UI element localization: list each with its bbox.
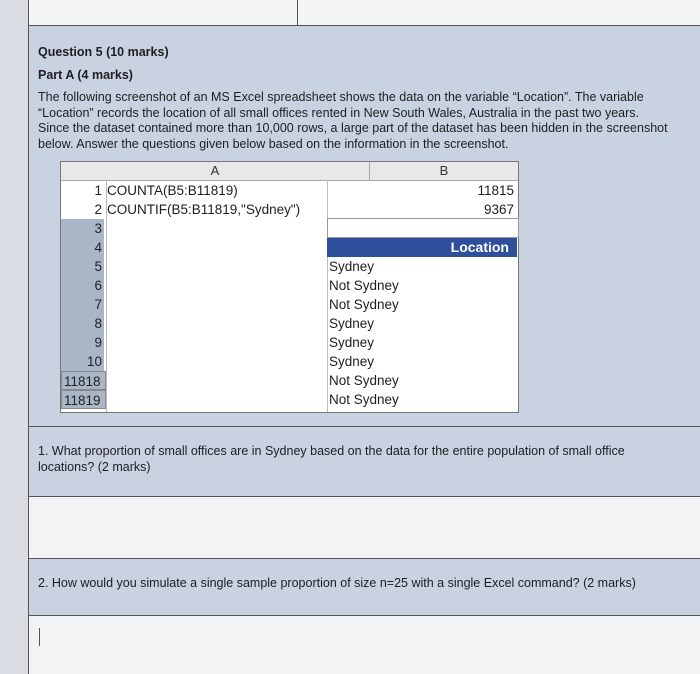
question-1-text: 1. What proportion of small offices are in Sydney based on the data for the entire population of small office locations? (2 marks) xyxy=(38,444,625,474)
location-cell: Not Sydney xyxy=(329,297,399,312)
row-number: 10 xyxy=(61,352,104,371)
location-header: Location xyxy=(327,238,517,257)
excel-screenshot xyxy=(60,161,519,413)
question-title: Question 5 (10 marks) xyxy=(38,45,169,59)
row-number: 6 xyxy=(61,276,104,295)
column-header-a: A xyxy=(61,162,370,181)
location-cell: Not Sydney xyxy=(329,373,399,388)
location-cell: Sydney xyxy=(329,259,375,274)
row-number: 1 xyxy=(94,183,102,198)
column-header-b: B xyxy=(370,162,518,181)
part-a-title: Part A (4 marks) xyxy=(38,68,133,82)
answer-2-area[interactable] xyxy=(28,616,700,674)
formula-cell: COUNTA(B5:B11819) xyxy=(107,183,238,198)
question-intro: The following screenshot of an MS Excel spreadsheet shows the data on the variable “Location”. The variable “Location” records the location of all small offices rented in New South Wales, Australia in the past two years. Since the dataset contained more than 10,000 rows, a large part of the dataset has been hidden in the screenshot below. Answer the questions given below based on the information in the screenshot. xyxy=(38,90,668,151)
text-cursor xyxy=(39,628,40,646)
row-number: 2 xyxy=(94,202,102,217)
formula-cell: COUNTIF(B5:B11819,"Sydney") xyxy=(107,202,301,217)
row-number: 3 xyxy=(61,219,104,238)
location-cell: Sydney xyxy=(329,335,375,350)
row-number: 5 xyxy=(61,257,104,276)
row-number: 8 xyxy=(61,314,104,333)
question-2-text: 2. How would you simulate a single sample proportion of size n=25 with a single Excel command? (2 marks) xyxy=(38,576,636,590)
result-cell: 9367 xyxy=(483,202,514,217)
row-number: 11819 xyxy=(61,390,106,409)
row-number: 7 xyxy=(61,295,104,314)
empty-cell xyxy=(327,218,519,238)
top-answer-strip xyxy=(28,0,700,25)
row-number: 11818 xyxy=(61,371,106,390)
row-number: 9 xyxy=(61,333,104,352)
answer-1-area[interactable] xyxy=(28,496,700,558)
row-number: 4 xyxy=(61,238,104,257)
grid-line xyxy=(327,180,328,412)
result-cell: 11815 xyxy=(477,183,514,198)
location-cell: Not Sydney xyxy=(329,278,399,293)
location-cell: Sydney xyxy=(329,316,375,331)
location-cell: Sydney xyxy=(329,354,375,369)
location-cell: Not Sydney xyxy=(329,392,399,407)
